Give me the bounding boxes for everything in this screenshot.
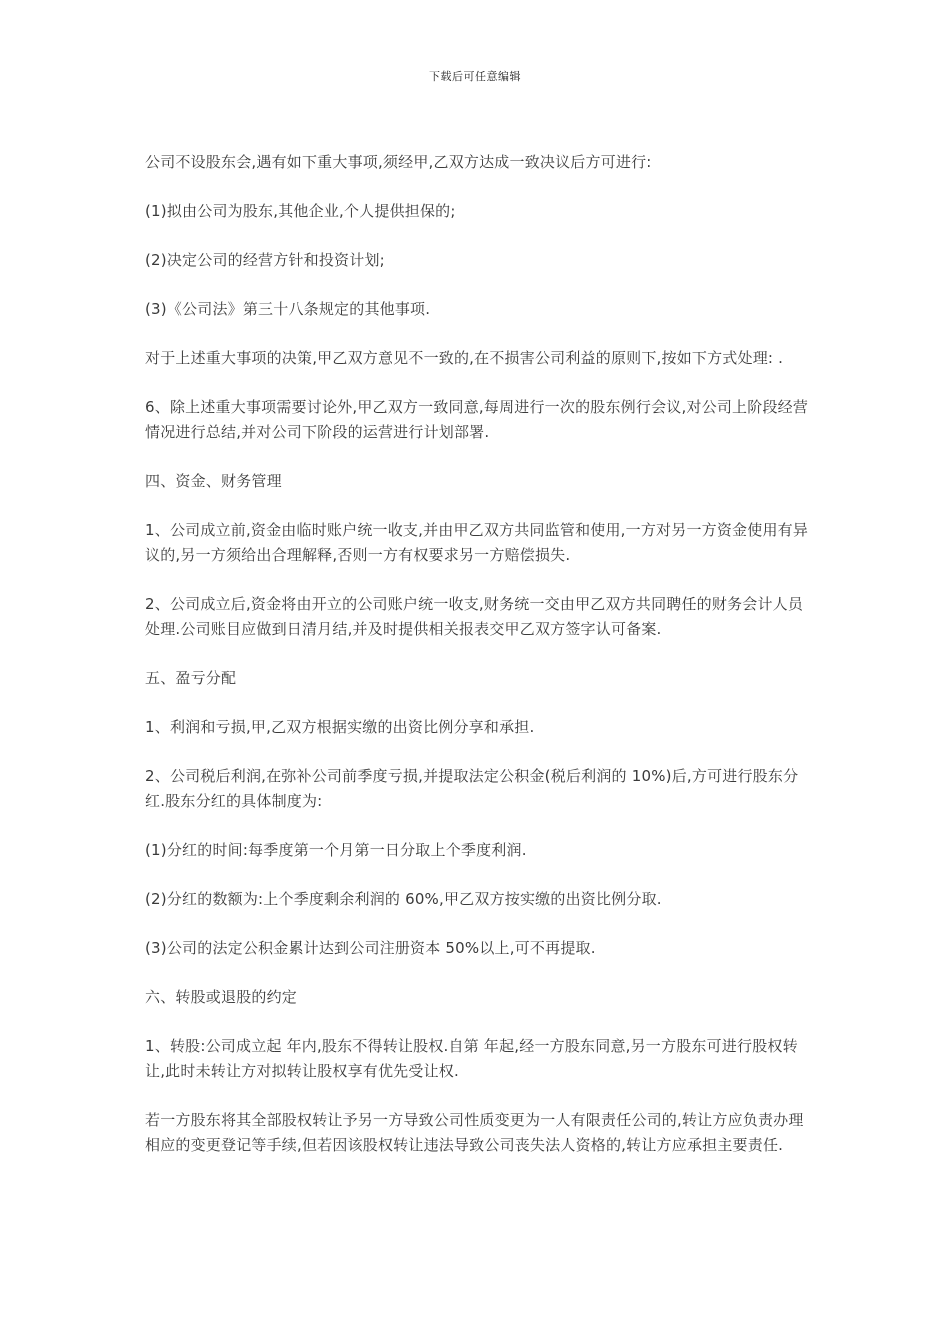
paragraph: 对于上述重大事项的决策,甲乙双方意见不一致的,在不损害公司利益的原则下,按如下方式处理: . xyxy=(145,349,784,367)
paragraph: 1、转股:公司成立起 年内,股东不得转让股权.自第 年起,经一方股东同意,另一方股东可进行股权转让,此时未转让方对拟转让股权享有优先受让权. xyxy=(145,1037,798,1080)
paragraph: (2)分红的数额为:上个季度剩余利润的 60%,甲乙双方按实缴的出资比例分取. xyxy=(145,890,662,908)
paragraph: (3)公司的法定公积金累计达到公司注册资本 50%以上,可不再提取. xyxy=(145,939,596,957)
paragraph: 6、除上述重大事项需要讨论外,甲乙双方一致同意,每周进行一次的股东例行会议,对公司上阶段经营情况进行总结,并对公司下阶段的运营进行计划部署. xyxy=(145,398,809,441)
paragraph: 公司不设股东会,遇有如下重大事项,须经甲,乙双方达成一致决议后方可进行: xyxy=(145,153,652,171)
section-heading: 五、盈亏分配 xyxy=(145,669,237,687)
paragraph: (2)决定公司的经营方针和投资计划; xyxy=(145,251,385,269)
paragraph: (1)分红的时间:每季度第一个月第一日分取上个季度利润. xyxy=(145,841,527,859)
paragraph: (1)拟由公司为股东,其他企业,个人提供担保的; xyxy=(145,202,456,220)
paragraph: 若一方股东将其全部股权转让予另一方导致公司性质变更为一人有限责任公司的,转让方应负责办理相应的变更登记等手续,但若因该股权转让违法导致公司丧失法人资格的,转让方应承担主要责任. xyxy=(145,1111,804,1154)
paragraph: 1、利润和亏损,甲,乙双方根据实缴的出资比例分享和承担. xyxy=(145,718,535,736)
paragraph: (3)《公司法》第三十八条规定的其他事项. xyxy=(145,300,431,318)
document-body xyxy=(145,150,810,1182)
download-editable-note: 下载后可任意编辑 xyxy=(429,70,521,83)
paragraph: 2、公司税后利润,在弥补公司前季度亏损,并提取法定公积金(税后利润的 10%)后,方可进行股东分红.股东分红的具体制度为: xyxy=(145,767,799,810)
section-heading: 四、资金、财务管理 xyxy=(145,472,282,490)
paragraph: 2、公司成立后,资金将由开立的公司账户统一收支,财务统一交由甲乙双方共同聘任的财务会计人员处理.公司账目应做到日清月结,并及时提供相关报表交甲乙双方签字认可备案. xyxy=(145,595,804,638)
section-heading: 六、转股或退股的约定 xyxy=(145,988,298,1006)
paragraph: 1、公司成立前,资金由临时账户统一收支,并由甲乙双方共同监管和使用,一方对另一方资金使用有异议的,另一方须给出合理解释,否则一方有权要求另一方赔偿损失. xyxy=(145,521,809,564)
